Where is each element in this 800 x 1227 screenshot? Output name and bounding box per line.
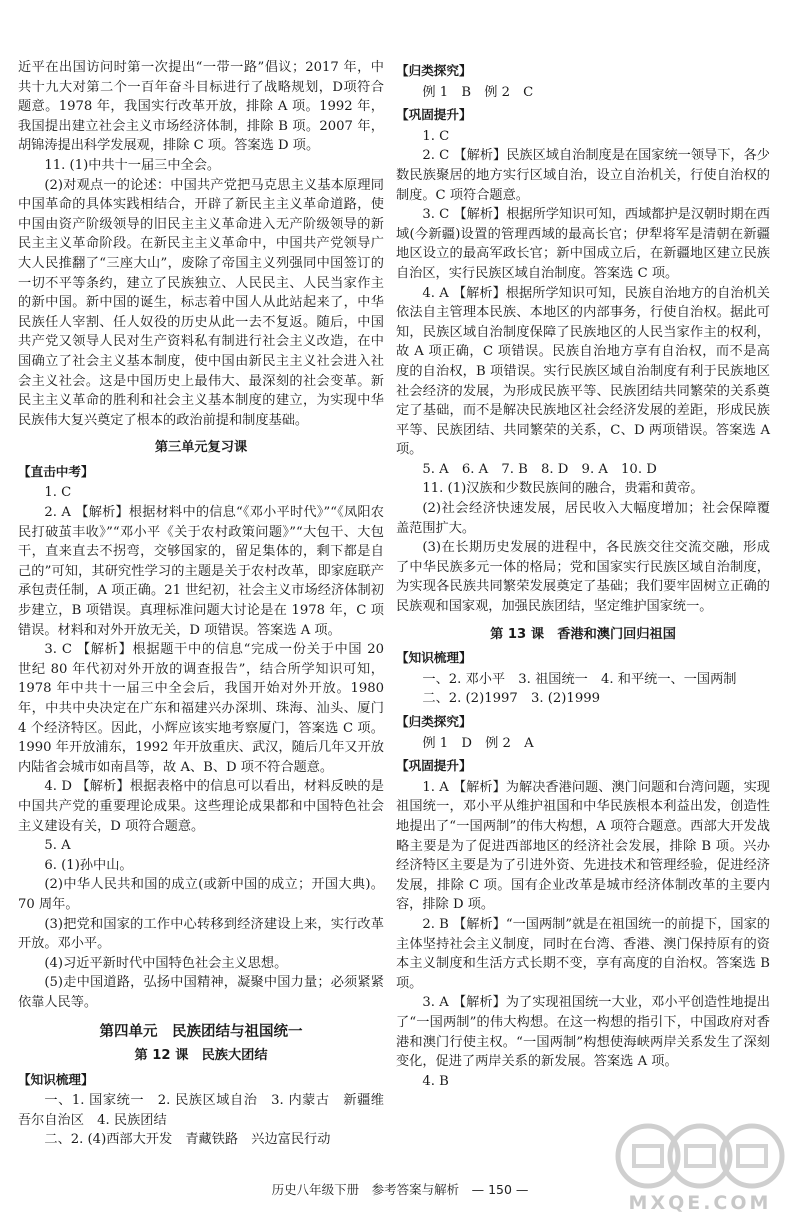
unit3-item-2: 2. A 【解析】根据材料中的信息“《邓小平时代》”“《凤阳农民打破茧丰收》”“邓小平《关于农村政策问题》”“大包干、大包干，直来直去不拐弯，交够国家的，留足集体的，剩下都是自己的”可知，其研究性学习的主题是关于农村改革，即家庭联产承包责任制，A 项正确。21 世纪初，社会主义市场经济体制初步建立，B 项错误。真理标准问题大讨论是在 1978 年，C 项错误。材料和对外开放无关，D 项错误。答案选 A 项。 [18, 505, 384, 638]
unit3-item-3: 3. C 【解析】根据题干中的信息“完成一份关于中国 20 世纪 80 年代初对外开放的调查报告”，结合所学知识可知，1978 年中共十一届三中全会后，我国开始对外开放。1980 年，中共中央决定在广东和福建兴办深圳、珠海、汕头、厦门 4 个经济特区。因此，小辉应该实地考察厦门，答案选 C 项。1990 年开放浦东，1992 年开放重庆、武汉，随后几年又开放内陆省会城市如南昌等，故 A、B、D 项不符合题意。 [18, 642, 384, 775]
unit3-item-1: 1. C [44, 485, 72, 501]
lesson13-zhishi-heading: 【知识梳理】 [396, 650, 472, 666]
lesson13-gonggu-heading: 【巩固提升】 [396, 758, 472, 774]
unit3-item-6: 6. (1)孙中山。 [44, 857, 133, 873]
lesson13-zhishi-item-1: 一、2. 邓小平 3. 祖国统一 4. 和平统一、一国两制 [422, 671, 737, 687]
left-intro-para-1: 近平在出国访问时第一次提出“一带一路”倡议；2017 年，中共十九大对第二个一百年奋斗目标进行了战略规划，D项符合题意。1978 年，我国实行改革开放，排除 A 项。1992 年，我国提出建立社会主义市场经济体制，排除 B 项。2007 年，胡锦涛提出科学发展观，排除 C 项。答案选 D 项。 [18, 60, 384, 154]
left-intro-para-2: 11. (1)中共十一届三中全会。 [44, 157, 221, 173]
right-column [396, 58, 770, 1091]
unit3-section-heading: 【直击中考】 [18, 463, 94, 479]
lesson12-section-heading: 【知识梳理】 [18, 1071, 94, 1087]
lesson13-guilei-answer: 例 1 D 例 2 A [422, 735, 534, 751]
lesson13-answer-4: 4. B [422, 1073, 449, 1089]
lesson12-answer-11-1: 11. (1)汉族和少数民族间的融合，贵霜和黄帝。 [422, 481, 704, 497]
right-guilei-answer: 例 1 B 例 2 C [422, 84, 534, 100]
page-footer: 历史八年级下册 参考答案与解析 — 150 — [271, 1182, 529, 1197]
right-guilei-heading: 【归类探究】 [396, 63, 472, 78]
unit3-review-title: 第三单元复习课 [154, 440, 248, 456]
lesson12-answer-11-3: (3)在长期历史发展的进程中，各民族交往交流交融，形成了中华民族多元一体的格局；党和国家实行民族区域自治制度，为实现各民族共同繁荣发展奠定了基础；我们要牢固树立正确的民族观和国家观，加强民族团结，坚定维护国家统一。 [396, 540, 770, 615]
lesson12-answer-3: 3. C 【解析】根据所学知识可知，西域都护是汉朝时期在西域(今新疆)设置的管理西域的最高长官；伊犁将军是清朝在新疆地区设立的最高军政长官；新中国成立后，在新疆地区建立民族自治区，实行民族区域自治制度。答案选 C 项。 [396, 207, 770, 281]
left-column [18, 58, 384, 1150]
lesson13-zhishi-item-2: 二、2. (2)1997 3. (2)1999 [422, 691, 600, 707]
watermark-text: MXQE.COM [628, 1192, 772, 1214]
lesson12-item-2: 二、2. (4)西部大开发 青藏铁路 兴边富民行动 [44, 1132, 331, 1148]
unit3-item-7: (2)中华人民共和国的成立(或新中国的成立；开国大典)。70 周年。 [18, 877, 384, 912]
left-intro-para-3: (2)对观点一的论述：中国共产党把马克思主义基本原理同中国革命的具体实践相结合，开辟了新民主主义革命道路，使中国由资产阶级领导的旧民主主义革命进入无产阶级领导的新民主主义革命阶段。在新民主主义革命中，中国共产党领导广大人民推翻了“三座大山”，废除了帝国主义列强同中国签订的一切不平等条约，建立了民族独立、人民民主、人民当家作主的新中国。新中国的诞生，标志着中国人从此站起来了，中华民族任人宰割、任人奴役的历史从此一去不复返。随后，中国共产党又领导人民对生产资料私有制进行社会主义改造，在中国确立了社会主义基本制度，使中国由新民主主义社会进入社会主义社会。这是中国历史上最伟大、最深刻的社会变革。新民主主义革命的胜利和社会主义基本制度的建立，为实现中华民族伟大复兴奠定了根本的政治前提和制度基础。 [18, 177, 384, 428]
unit3-item-10: (5)走中国道路，弘扬中国精神，凝聚中国力量；必须紧紧依靠人民等。 [18, 975, 384, 1010]
lesson12-answer-5-10: 5. A 6. A 7. B 8. D 9. A 10. D [422, 461, 657, 477]
unit3-item-4: 4. D 【解析】根据表格中的信息可以看出，材料反映的是中国共产党的重要理论成果。这些理论成果都和中国特色社会主义建设有关，D 项符合题意。 [18, 779, 384, 834]
lesson12-answer-4: 4. A 【解析】根据所学知识可知，民族自治地方的自治机关依法自主管理本民族、本地区的内部事务，行使自治权。据此可知，民族区域自治制度保障了民族地区的人民当家作主的权利，故 A 项正确，C 项错误。民族自治地方享有自治权，而不是高度的自治权，B 项错误。实行民族区域自治制度有利于民族地区社会经济的发展，为形成民族平等、民族团结共同繁荣的关系奠定了基础，而不是解决民族地区社会经济发展的差距，形成民族平等、民族团结、共同繁荣的关系，C、D 两项错误。答案选 A 项。 [396, 285, 770, 458]
lesson13-answer-2: 2. B 【解析】“一国两制”就是在祖国统一的前提下，国家的主体坚持社会主义制度，同时在台湾、香港、澳门保持原有的资本主义制度和生活方式长期不变，享有高度的自治权。答案选 B 项。 [396, 916, 770, 991]
unit3-item-9: (4)习近平新时代中国特色社会主义思想。 [44, 955, 288, 971]
watermark [612, 1118, 788, 1218]
unit3-item-5: 5. A [44, 838, 71, 854]
lesson12-answer-1: 1. C [422, 128, 450, 144]
lesson13-guilei-heading: 【归类探究】 [396, 714, 472, 729]
right-gonggu-heading: 【巩固提升】 [396, 107, 472, 123]
lesson12-item-1: 一、1. 国家统一 2. 民族区域自治 3. 内蒙古 新疆维吾尔自治区 4. 民族团结 [18, 1093, 384, 1128]
answer-stamp-icon [612, 1118, 788, 1194]
unit4-title: 第四单元 民族团结与祖国统一 [99, 1023, 303, 1040]
lesson13-title: 第 13 课 香港和澳门回归祖国 [490, 626, 676, 642]
lesson12-answer-2: 2. C 【解析】民族区域自治制度是在国家统一领导下，各少数民族聚居的地方实行区域自治，设立自治机关，行使自治权的制度。C 项符合题意。 [396, 148, 770, 203]
lesson13-answer-1: 1. A 【解析】为解决香港问题、澳门问题和台湾问题，实现祖国统一，邓小平从维护祖国和中华民族根本利益出发，创造性地提出了“一国两制”的伟大构想，A 项符合题意。西部大开发战略主要是为了促进西部地区的经济社会发展，排除 B 项。兴办经济特区主要是为了引进外资、先进技术和管理经验，促进经济发展，排除 C 项。国有企业改革是城市经济体制改革的主要内容，排除 D 项。 [396, 779, 770, 913]
lesson12-title: 第 12 课 民族大团结 [134, 1048, 268, 1064]
unit3-item-8: (3)把党和国家的工作中心转移到经济建设上来，实行改革开放。邓小平。 [18, 916, 384, 952]
lesson13-answer-3: 3. A 【解析】为了实现祖国统一大业，邓小平创造性地提出了“一国两制”的伟大构想。在这一构想的指引下，中国政府对香港和澳门行使主权。“一国两制”构想使海峡两岸关系发生了深刻变化，促进了两岸关系的新发展。答案选 A 项。 [396, 995, 770, 1070]
lesson12-answer-11-2: (2)社会经济快速发展，居民收入大幅度增加；社会保障覆盖范围扩大。 [396, 501, 770, 536]
